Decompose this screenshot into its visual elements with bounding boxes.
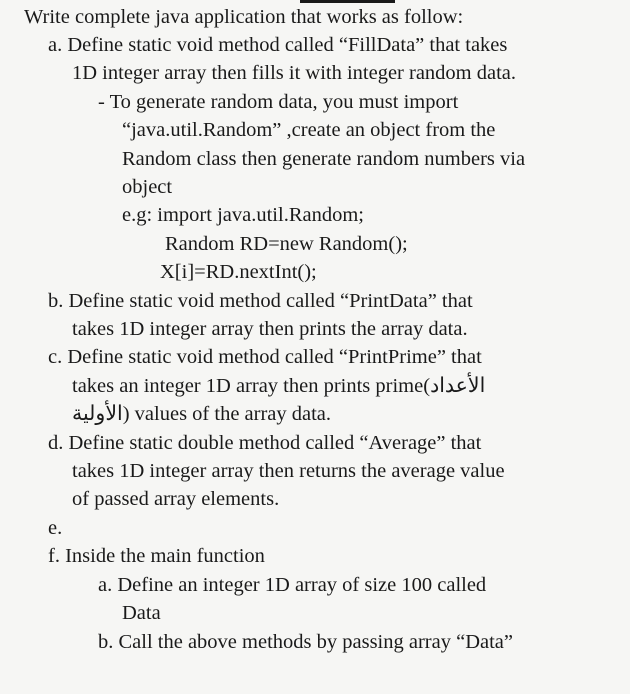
item-d-line-2: takes 1D integer array then returns the average value: [72, 460, 505, 482]
item-f-b-line: b. Call the above methods by passing array “Data”: [98, 631, 513, 653]
item-a-line-2: 1D integer array then fills it with integer random data.: [72, 62, 517, 84]
item-b-line-2: takes 1D integer array then prints the array data.: [72, 318, 468, 340]
item-f-a-line-1: a. Define an integer 1D array of size 100 called: [98, 574, 487, 596]
item-c-line-2: takes an integer 1D array then prints prime(الأعداد: [72, 375, 486, 397]
item-a-note-line-1: - To generate random data, you must import: [98, 91, 459, 113]
intro-line: Write complete java application that works as follow:: [24, 6, 464, 28]
item-f-a-line-2: Data: [122, 602, 161, 624]
item-d-line-1: d. Define static double method called “Average” that: [48, 432, 482, 454]
item-a-note-line-3: Random class then generate random numbers via: [122, 148, 526, 170]
item-a-line-1: a. Define static void method called “FillData” that takes: [48, 34, 508, 56]
item-c-line-1: c. Define static void method called “PrintPrime” that: [48, 346, 482, 368]
example-new-random-line: Random RD=new Random();: [165, 233, 408, 255]
item-e-line: e.: [48, 517, 63, 539]
item-f-line: f. Inside the main function: [48, 545, 265, 567]
item-a-note-line-2: “java.util.Random” ,create an object from the: [122, 119, 496, 141]
item-d-line-3: of passed array elements.: [72, 488, 280, 510]
example-import-line: e.g: import java.util.Random;: [122, 204, 364, 226]
item-a-note-line-4: object: [122, 176, 173, 198]
item-b-line-1: b. Define static void method called “PrintData” that: [48, 290, 473, 312]
item-c-line-3: الأولية) values of the array data.: [72, 403, 332, 425]
example-nextint-line: X[i]=RD.nextInt();: [160, 261, 317, 283]
